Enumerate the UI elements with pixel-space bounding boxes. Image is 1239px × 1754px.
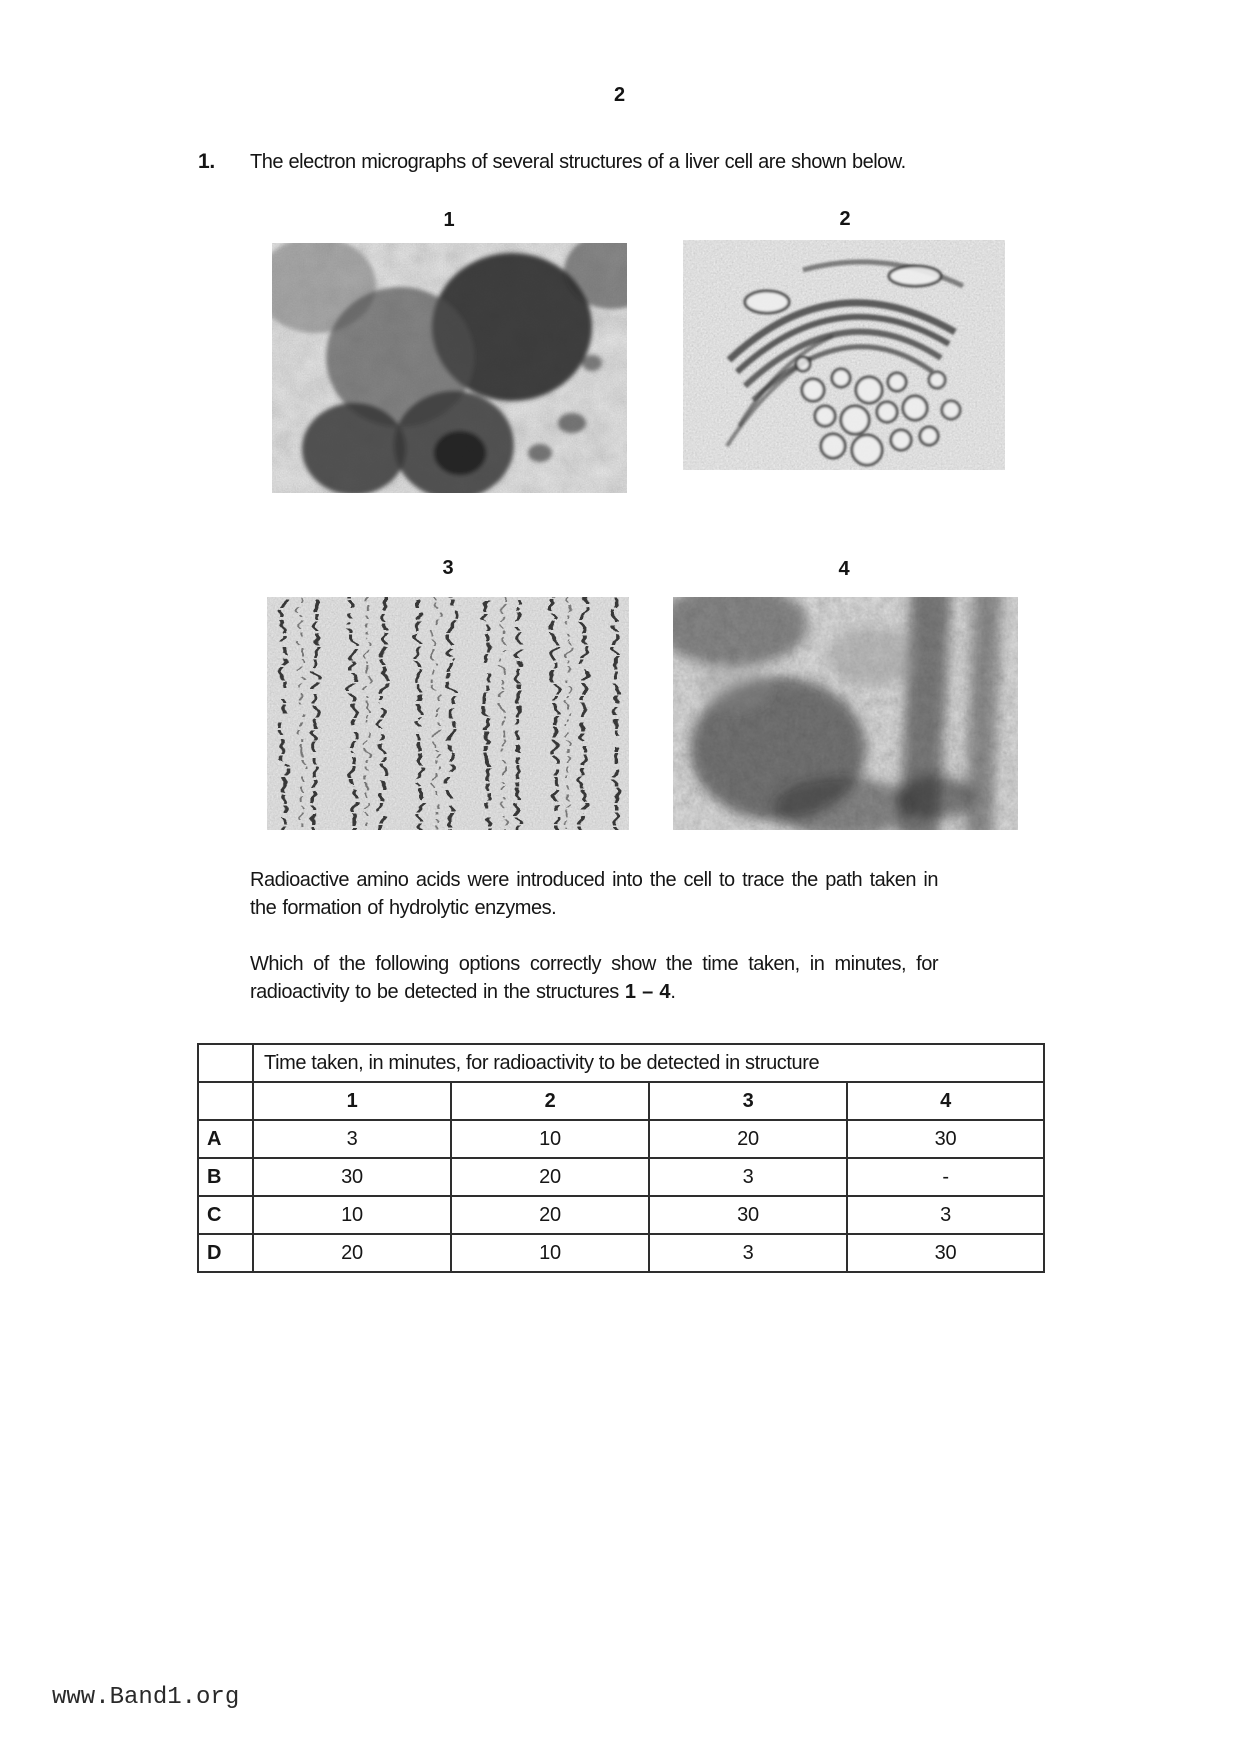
micrograph-3-image [267, 597, 629, 830]
question-paragraph-prefix: Which of the following options correctly show the time taken, in minutes, for radioactivity to be detected in the structures [250, 953, 938, 1003]
structure-3-header: 3 [649, 1082, 847, 1120]
option-letter: B [198, 1158, 253, 1196]
cell-value: 10 [253, 1196, 451, 1234]
question-paragraph-suffix: . [670, 981, 676, 1003]
structure-4-header: 4 [847, 1082, 1044, 1120]
cell-value: 30 [253, 1158, 451, 1196]
table-row-option-d [198, 1234, 1044, 1272]
table-header-row [198, 1044, 1044, 1082]
structure-1-header: 1 [253, 1082, 451, 1120]
option-letter: C [198, 1196, 253, 1234]
cell-value: 30 [847, 1120, 1044, 1158]
micrograph-1-label: 1 [443, 209, 455, 231]
table-span-header: Time taken, in minutes, for radioactivity to be detected in structure [253, 1044, 1044, 1082]
question-number: 1. [198, 150, 215, 173]
cell-value: 3 [649, 1158, 847, 1196]
structure-2-header: 2 [451, 1082, 649, 1120]
micrograph-2-image [683, 240, 1005, 470]
option-letter: D [198, 1234, 253, 1272]
structures-range: 1 – 4 [624, 981, 671, 1003]
micrograph-1-image [272, 243, 627, 493]
table-corner-cell [198, 1082, 253, 1120]
cell-value: 3 [649, 1234, 847, 1272]
options-table [197, 1043, 1045, 1273]
question-paragraph [250, 950, 938, 1006]
cell-value: 3 [253, 1120, 451, 1158]
table-corner-cell [198, 1044, 253, 1082]
table-row-option-b [198, 1158, 1044, 1196]
cell-value: 20 [649, 1120, 847, 1158]
cell-value: - [847, 1158, 1044, 1196]
question-line [198, 150, 906, 174]
cell-value: 30 [649, 1196, 847, 1234]
cell-value: 10 [451, 1120, 649, 1158]
micrograph-4-label: 4 [838, 558, 850, 580]
micrograph-4-image [673, 597, 1018, 830]
cell-value: 10 [451, 1234, 649, 1272]
micrograph-2-label: 2 [839, 208, 851, 230]
cell-value: 20 [451, 1196, 649, 1234]
intro-paragraph: Radioactive amino acids were introduced into the cell to trace the path taken in the formation of hydrolytic enzymes. [250, 869, 938, 919]
cell-value: 20 [253, 1234, 451, 1272]
cell-value: 30 [847, 1234, 1044, 1272]
page-number: 2 [613, 84, 626, 106]
option-letter: A [198, 1120, 253, 1158]
table-structure-row [198, 1082, 1044, 1120]
table-row-option-a [198, 1120, 1044, 1158]
website-link[interactable]: www.Band1.org [52, 1684, 240, 1711]
cell-value: 3 [847, 1196, 1044, 1234]
question-text: The electron micrographs of several structures of a liver cell are shown below. [250, 151, 906, 173]
table-row-option-c [198, 1196, 1044, 1234]
micrograph-3-label: 3 [442, 557, 454, 579]
cell-value: 20 [451, 1158, 649, 1196]
